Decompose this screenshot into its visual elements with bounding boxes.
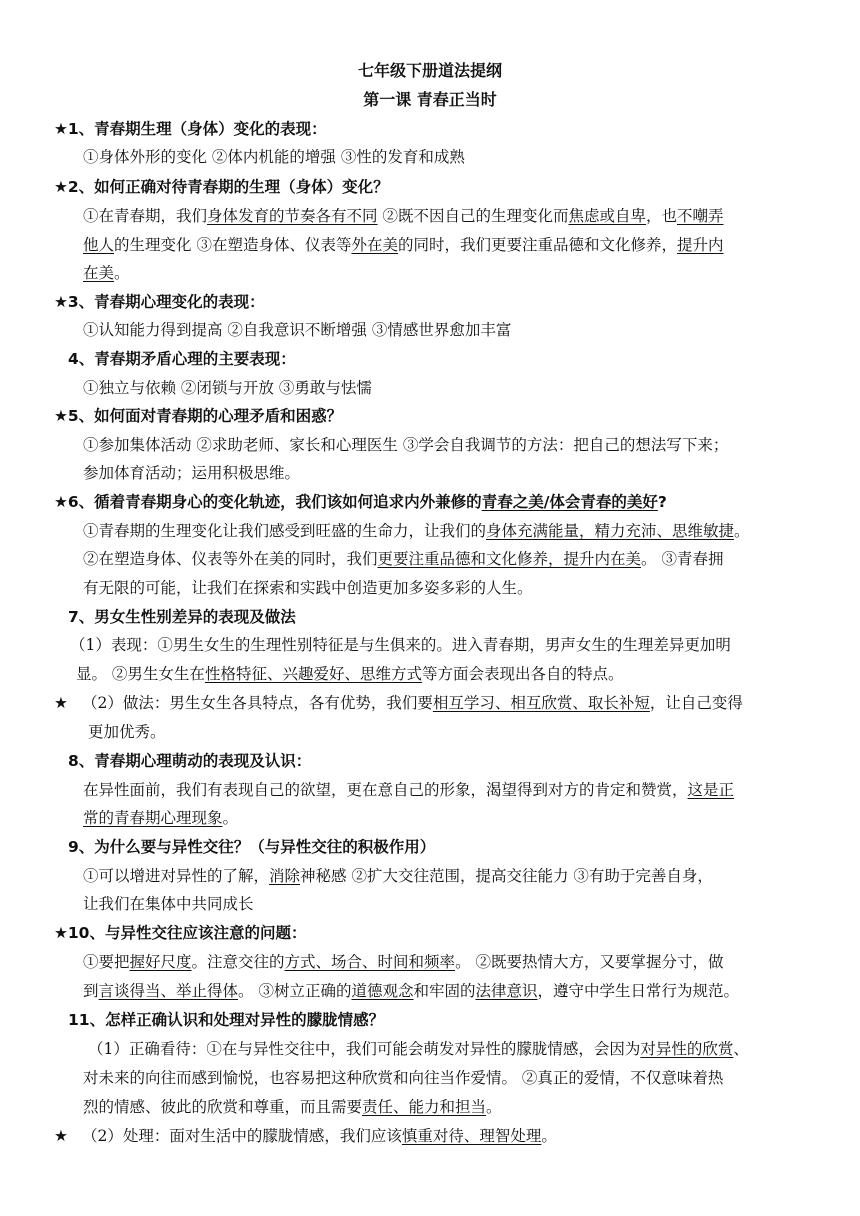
section-2-heading: ★2、如何正确对待青春期的生理（身体）变化？ bbox=[54, 178, 389, 196]
underlined-phrase: 相互学习、相互欣赏、取长补短 bbox=[432, 694, 650, 712]
underlined-phrase: 方式、场合、时间和频率 bbox=[284, 953, 456, 971]
section-2-line-3: 在美。 bbox=[83, 264, 130, 282]
section-9-line-2: 让我们在集体中共同成长 bbox=[83, 895, 254, 913]
section-4-heading: 4、青春期矛盾心理的主要表现： bbox=[68, 350, 296, 368]
underlined-phrase: 握好尺度 bbox=[129, 953, 192, 971]
underlined-phrase: 外在美 bbox=[351, 236, 398, 254]
star-marker: ★ bbox=[54, 1127, 68, 1145]
underlined-phrase: 这是正 bbox=[687, 781, 735, 799]
underlined-phrase: 他人 bbox=[83, 236, 115, 254]
section-7-line-3: （2）做法：男生女生各具特点，各有优势，我们要相互学习、相互欣赏、取长补短，让自己变得 bbox=[82, 694, 743, 712]
underlined-phrase: 身体发育的节奏各有不同 bbox=[207, 207, 378, 225]
underlined-phrase: 青春之美/体会青春的美好 bbox=[481, 493, 658, 511]
section-5-line-1: ①参加集体活动 ②求助老师、家长和心理医生 ③学会自我调节的方法：把自己的想法写下来； bbox=[83, 436, 729, 454]
section-3-line-1: ①认知能力得到提高 ②自我意识不断增强 ③情感世界愈加丰富 bbox=[83, 321, 512, 339]
underlined-phrase: 焦虑或自卑 bbox=[568, 207, 646, 225]
document-title: 七年级下册道法提纲 bbox=[357, 61, 502, 80]
underlined-phrase: 身体充满能量，精力充沛、思维敏捷 bbox=[486, 522, 735, 540]
section-6-line-2: ②在塑造身体、仪表等外在美的同时，我们更要注重品德和文化修养，提升内在美。 ③青春拥 bbox=[83, 550, 724, 568]
star-marker: ★ bbox=[54, 694, 68, 712]
underlined-phrase: 道德观念 bbox=[351, 982, 414, 1000]
section-8-heading: 8、青春期心理萌动的表现及认识： bbox=[68, 752, 312, 770]
section-11-line-1: （1）正确看待：①在与异性交往中，我们可能会萌发对异性的朦胧情感，会因为对异性的欣赏、 bbox=[88, 1040, 749, 1058]
underlined-phrase: 法律意识 bbox=[475, 982, 538, 1000]
underlined-phrase: 性格特征、兴趣爱好、思维方式 bbox=[204, 665, 422, 683]
section-7-line-1: （1）表现：①男生女生的生理性别特征是与生俱来的。进入青春期，男声女生的生理差异更加明 bbox=[70, 636, 731, 654]
section-7-line-2: 显。 ②男生女生在性格特征、兴趣爱好、思维方式等方面会表现出各自的特点。 bbox=[76, 665, 624, 683]
section-2-line-2: 他人的生理变化 ③在塑造身体、仪表等外在美的同时，我们更要注重品德和文化修养，提升内 bbox=[83, 236, 724, 254]
section-11-heading: 11、怎样正确认识和处理对异性的朦胧情感？ bbox=[68, 1011, 385, 1029]
section-10-line-2: 到言谈得当、举止得体。 ③树立正确的道德观念和牢固的法律意识，遵守中学生日常行为规范。 bbox=[83, 982, 740, 1000]
lesson-title: 第一课 青春正当时 bbox=[363, 90, 497, 109]
section-5-line-2: 参加体育活动；运用积极思维。 bbox=[83, 464, 301, 482]
section-7-line-4: 更加优秀。 bbox=[88, 723, 166, 741]
section-2-line-1: ①在青春期，我们身体发育的节奏各有不同 ②既不因自己的生理变化而焦虑或自卑，也不嘲弄 bbox=[83, 207, 724, 225]
underlined-phrase: 言谈得当、举止得体 bbox=[98, 982, 239, 1000]
underlined-phrase: 消除 bbox=[269, 867, 301, 885]
section-7-heading: 7、男女生性别差异的表现及做法 bbox=[68, 608, 296, 626]
section-10-heading: ★10、与异性交往应该注意的问题： bbox=[54, 924, 307, 942]
section-11-line-4: （2）处理：面对生活中的朦胧情感，我们应该慎重对待、理智处理。 bbox=[82, 1127, 557, 1145]
section-11-line-2: 对未来的向往而感到愉悦，也容易把这种欣赏和向往当作爱情。 ②真正的爱情，不仅意味着热 bbox=[83, 1069, 724, 1087]
section-9-heading: 9、为什么要与异性交往？（与异性交往的积极作用） bbox=[68, 838, 436, 856]
section-3-heading: ★3、青春期心理变化的表现： bbox=[54, 293, 265, 311]
underlined-phrase: 慎重对待、理智处理 bbox=[401, 1127, 542, 1145]
section-6-line-3: 有无限的可能，让我们在探索和实践中创造更加多姿多彩的人生。 bbox=[83, 579, 533, 597]
section-8-line-1: 在异性面前，我们有表现自己的欲望，更在意自己的形象，渴望得到对方的肯定和赞赏，这是正 bbox=[83, 781, 735, 799]
underlined-phrase: 更要注重品德和文化修养，提升内在美 bbox=[377, 550, 642, 568]
underlined-phrase: 对异性的欣赏 bbox=[640, 1040, 734, 1058]
underlined-phrase: 不嘲弄 bbox=[677, 207, 724, 225]
section-9-line-1: ①可以增进对异性的了解，消除神秘感 ②扩大交往范围，提高交往能力 ③有助于完善自身， bbox=[83, 867, 713, 885]
underlined-phrase: 责任、能力和担当 bbox=[362, 1098, 487, 1116]
section-6-line-1: ①青春期的生理变化让我们感受到旺盛的生命力，让我们的身体充满能量，精力充沛、思维敏捷。 bbox=[83, 522, 750, 540]
underlined-phrase: 提升内 bbox=[676, 236, 724, 254]
section-5-heading: ★5、如何面对青春期的心理矛盾和困惑？ bbox=[54, 407, 343, 425]
section-8-line-2: 常的青春期心理现象。 bbox=[83, 809, 239, 827]
section-1-heading: ★1、青春期生理（身体）变化的表现： bbox=[54, 120, 327, 138]
underlined-phrase: 在美 bbox=[83, 264, 115, 282]
section-11-line-3: 烈的情感、彼此的欣赏和尊重，而且需要责任、能力和担当。 bbox=[83, 1098, 502, 1116]
section-1-line-1: ①身体外形的变化 ②体内机能的增强 ③性的发育和成熟 bbox=[83, 148, 465, 166]
section-6-heading: ★6、循着青春期身心的变化轨迹，我们该如何追求内外兼修的青春之美/体会青春的美好? bbox=[54, 493, 667, 511]
section-4-line-1: ①独立与依赖 ②闭锁与开放 ③勇敢与怯懦 bbox=[83, 379, 372, 397]
underlined-phrase: 常的青春期心理现象 bbox=[83, 809, 223, 827]
section-10-line-1: ①要把握好尺度。注意交往的方式、场合、时间和频率。 ②既要热情大方，又要掌握分寸，做 bbox=[83, 953, 724, 971]
